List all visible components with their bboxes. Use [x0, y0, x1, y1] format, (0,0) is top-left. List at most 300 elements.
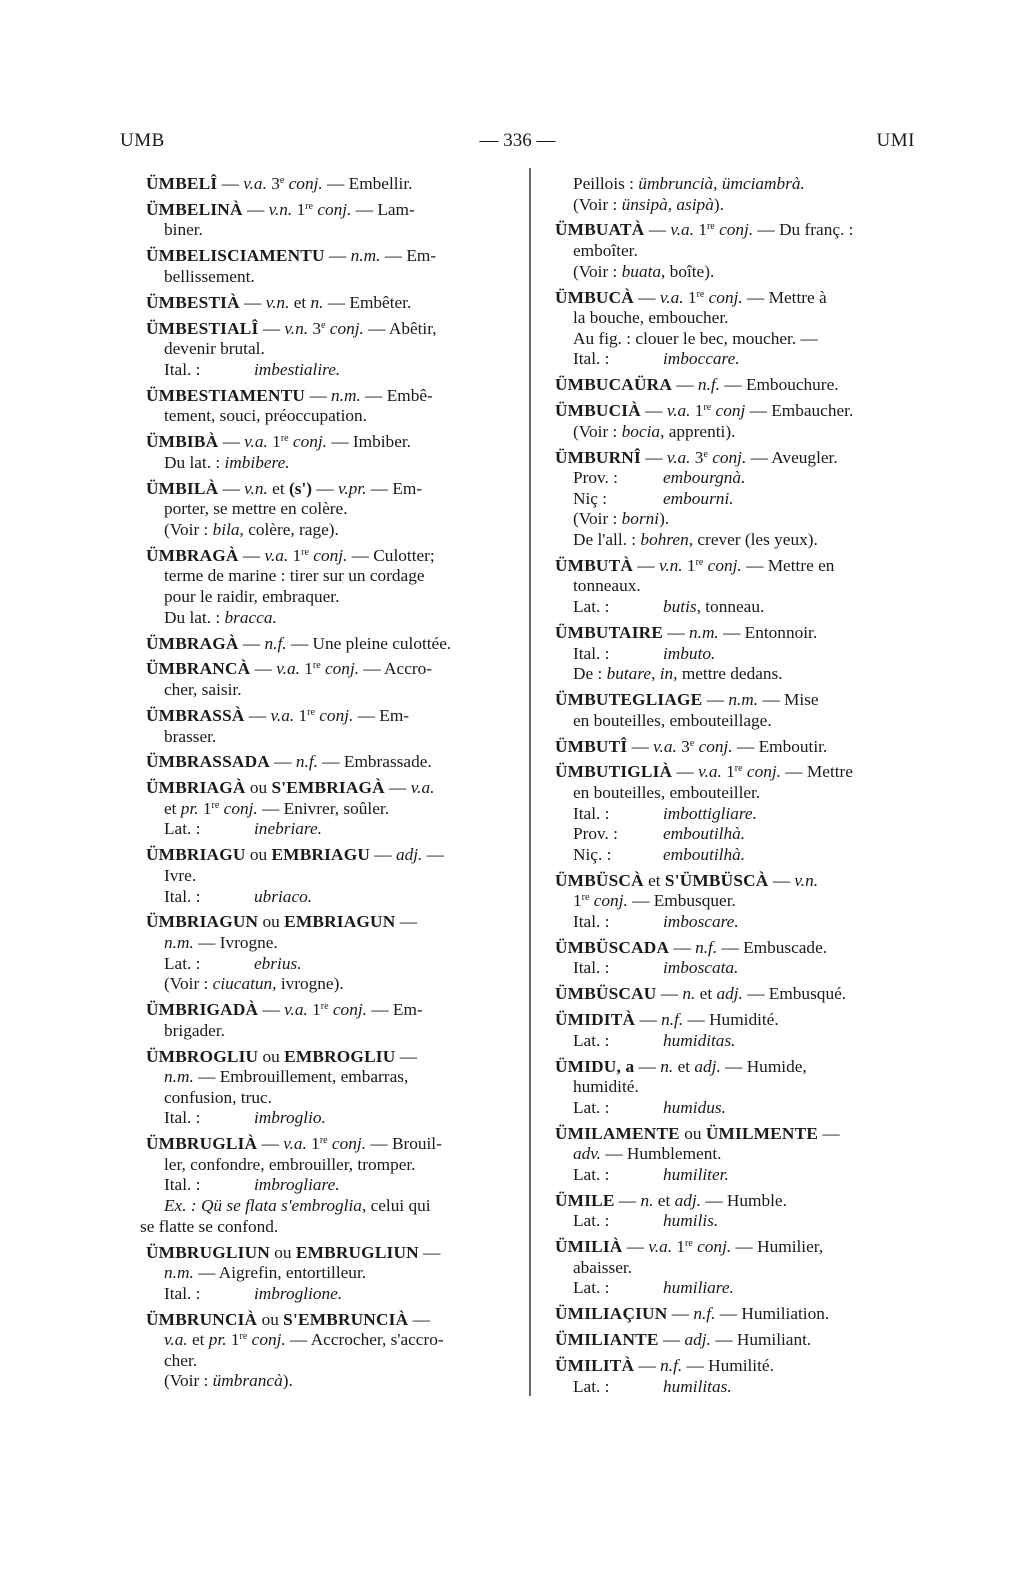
- definition: — Mise: [758, 690, 819, 710]
- dash: —: [408, 1309, 430, 1329]
- ordinal: re: [211, 799, 220, 811]
- headword: ÜMBELÎ: [146, 174, 218, 193]
- etymology: humiliter.: [663, 1164, 729, 1184]
- grammar: n.f.: [697, 375, 721, 395]
- dash: —: [239, 292, 266, 312]
- dash: —: [305, 385, 332, 405]
- headword: ÜMBUTÎ: [555, 736, 628, 756]
- definition: — Embusqué.: [742, 984, 847, 1004]
- dash: —: [324, 246, 351, 266]
- conjunction: et: [695, 984, 717, 1004]
- figurative-sense: Au fig. : clouer le bec, moucher. —: [573, 328, 818, 348]
- conj: conj.: [589, 891, 628, 911]
- definition: — Humble.: [701, 1190, 787, 1210]
- dash: —: [395, 912, 418, 932]
- dash: —: [250, 659, 277, 679]
- grammar: v.n.: [284, 318, 309, 338]
- grammar: v.a.: [276, 659, 300, 679]
- see-also-label: (Voir :: [573, 261, 622, 281]
- headword-variant: S'EMBRUNCIÀ: [283, 1309, 409, 1329]
- page-header: [120, 130, 915, 160]
- headword: ÜMBUTEGLIAGE: [555, 690, 703, 710]
- conj: conj.: [703, 555, 742, 575]
- definition-cont: emboîter.: [573, 241, 638, 261]
- headword-variant: ÜMILMENTE: [705, 1123, 819, 1143]
- grammar: v.a.: [698, 762, 722, 782]
- grammar: v.a.: [648, 1237, 673, 1257]
- see-also-label: (Voir :: [164, 974, 213, 994]
- dialect-label: Peillois :: [573, 174, 639, 193]
- dash: —: [384, 778, 411, 798]
- conj: conj.: [219, 798, 258, 818]
- grammar: n.f.: [264, 633, 287, 653]
- grammar: adj.: [694, 1056, 721, 1076]
- headword: ÜMBÜSCAU: [555, 984, 657, 1004]
- definition: — Mettre: [780, 762, 853, 782]
- dictionary-entry: [146, 1000, 513, 1041]
- grammar: v.n.: [265, 292, 290, 312]
- definition: — Embusquer.: [627, 891, 736, 911]
- dictionary-entry: [146, 912, 513, 994]
- conj-number: 3: [308, 318, 322, 338]
- etymology-label: Du lat. :: [164, 452, 225, 472]
- grammar: v.a.: [164, 1330, 188, 1350]
- ordinal: re: [734, 763, 743, 775]
- headword-variant: (s'): [288, 478, 313, 498]
- definition-cont: tement, souci, préoccupation.: [164, 406, 367, 426]
- dialect-form: emboutilhà.: [663, 844, 746, 864]
- dash: —: [768, 870, 795, 890]
- ordinal: re: [703, 402, 712, 414]
- etymology: imboscare.: [663, 911, 739, 931]
- conjunction: et: [267, 478, 289, 498]
- example: Ex. : Qü se flata s'embroglia: [164, 1196, 362, 1216]
- separator: ,: [651, 664, 660, 684]
- running-head-left: UMB: [120, 130, 165, 151]
- headword-variant: S'EMBRIAGÀ: [271, 778, 385, 798]
- ordinal: re: [696, 288, 705, 300]
- etymology: ebrius.: [254, 953, 302, 973]
- dialect-form: ümbruncià, ümciambrà.: [638, 174, 805, 193]
- ordinal: e: [321, 319, 326, 331]
- definition-cont: humidité.: [573, 1077, 639, 1097]
- etymology-label: Lat. :: [164, 953, 201, 973]
- grammar: v.a.: [284, 1000, 308, 1020]
- example-translation: , celui qui: [361, 1196, 431, 1216]
- dictionary-entry: [146, 778, 513, 840]
- dictionary-entry: [555, 1356, 915, 1397]
- headword: ÜMBUCAÜRA: [555, 375, 672, 395]
- etymology-label: Lat. :: [573, 1030, 610, 1050]
- dash: —: [370, 845, 396, 865]
- headword: ÜMBRIAGUN: [146, 912, 259, 932]
- etymology-label: Ital. :: [164, 1175, 201, 1195]
- grammar: adj.: [674, 1190, 701, 1210]
- conj-number: 1: [307, 1000, 321, 1020]
- etymology: inebriare.: [254, 819, 322, 839]
- see-also-text: , boîte).: [661, 261, 715, 281]
- conj-number: 1: [306, 1134, 320, 1154]
- etymology-label: Lat. :: [573, 597, 610, 617]
- definition: — Embellir.: [322, 174, 413, 193]
- right-column: [555, 174, 915, 1403]
- ordinal: re: [301, 546, 309, 558]
- etymology: ubriaco.: [254, 886, 313, 906]
- dash: —: [672, 762, 699, 782]
- etymology-label: Ital. :: [164, 359, 201, 379]
- see-also-ref: bocia: [621, 421, 661, 441]
- definition: — Embrouillement, embarras,: [193, 1067, 409, 1087]
- dictionary-entry: [146, 174, 513, 195]
- conj-number: 1: [672, 1237, 686, 1257]
- grammar: n.f.: [693, 1304, 716, 1324]
- grammar: v.a.: [244, 432, 268, 452]
- origin-label: De l'all. :: [573, 529, 641, 549]
- headword: ÜMBROGLIU: [146, 1046, 259, 1066]
- definition: — Brouil-: [366, 1134, 442, 1154]
- ordinal: re: [320, 1001, 329, 1013]
- ordinal: re: [307, 706, 315, 718]
- dictionary-entry: [146, 659, 513, 700]
- grammar: n.m.: [688, 622, 719, 642]
- definition-cont: confusion, truc.: [164, 1087, 272, 1107]
- headword: ÜMBESTIÀ: [146, 292, 240, 312]
- dictionary-entry: [555, 556, 915, 618]
- grammar: v.a.: [243, 174, 267, 193]
- dash: —: [818, 1123, 840, 1143]
- conjunction: ou: [245, 845, 272, 865]
- dash: —: [702, 690, 729, 710]
- conj: conj.: [714, 220, 754, 240]
- dash: —: [640, 401, 667, 421]
- etymology-label: Ital. :: [573, 958, 610, 978]
- see-also-label: (Voir :: [573, 194, 622, 214]
- dash: —: [633, 287, 660, 307]
- see-also-text: ).: [659, 509, 670, 529]
- headword: ÜMIDU, a: [555, 1056, 635, 1076]
- dialect-label: Prov. :: [573, 468, 618, 488]
- conj-number: 1: [198, 798, 212, 818]
- definition: — Mettre à: [742, 287, 827, 307]
- grammar: n.m.: [164, 1067, 194, 1087]
- headword: ÜMBESTIAMENTU: [146, 385, 306, 405]
- definition-cont: ler, confondre, embrouiller, tromper.: [164, 1154, 416, 1174]
- dash: —: [269, 752, 296, 772]
- grammar: n.m.: [164, 1263, 194, 1283]
- dictionary-entry: [555, 762, 915, 865]
- conj: conj.: [308, 545, 348, 565]
- conjunction: et: [289, 292, 311, 312]
- dialect-form: emboutilhà.: [663, 824, 746, 844]
- definition-cont: pour le raidir, embraquer.: [164, 587, 340, 607]
- definition: — Culotter;: [347, 545, 435, 565]
- dictionary-entry: [140, 1134, 513, 1237]
- dash: —: [644, 220, 671, 240]
- dictionary-entry: [146, 1310, 513, 1392]
- conj: conj.: [694, 736, 733, 756]
- conj: conj.: [284, 174, 323, 193]
- etymology: bracca.: [224, 607, 277, 627]
- dialect-label: Niç :: [573, 488, 608, 508]
- definition-cont: en bouteilles, embouteillage.: [573, 710, 772, 730]
- definition-cont: cher, saisir.: [164, 680, 242, 700]
- see-also-ref: ümbrancà: [212, 1371, 283, 1391]
- see-also-label: (Voir :: [573, 509, 622, 529]
- definition: — Em-: [366, 1000, 423, 1020]
- dictionary-entry: [555, 375, 915, 396]
- etymology: butis: [663, 597, 697, 617]
- grammar: v.n.: [794, 870, 819, 890]
- conj-number: 1: [299, 659, 313, 679]
- conj-number: 1: [294, 705, 308, 725]
- headword: ÜMILITÀ: [555, 1356, 635, 1376]
- dictionary-entry: [146, 386, 513, 427]
- dictionary-entry: [555, 288, 915, 370]
- definition: — Embrassade.: [317, 752, 432, 772]
- conjunction: et: [653, 1190, 675, 1210]
- conjunction: et: [187, 1330, 209, 1350]
- dash: —: [238, 633, 265, 653]
- dictionary-entry: [555, 401, 915, 442]
- dictionary-entry: [555, 737, 915, 758]
- grammar: v.a.: [283, 1134, 307, 1154]
- grammar: n.f.: [660, 1356, 683, 1376]
- see-also-text: ).: [282, 1371, 293, 1391]
- etymology-label: Ital. :: [573, 911, 610, 931]
- definition: — Aigrefin, entortilleur.: [193, 1263, 367, 1283]
- definition: — Embêter.: [323, 292, 412, 312]
- dictionary-entry: [555, 1304, 915, 1325]
- dictionary-entry: [555, 1057, 915, 1119]
- ordinal: e: [279, 175, 285, 186]
- ordinal: re: [695, 556, 704, 568]
- origin-gloss: , mettre dedans.: [673, 664, 783, 684]
- headword-variant: EMBRUGLIUN: [295, 1242, 419, 1262]
- etymology-label: Lat. :: [573, 1376, 610, 1396]
- headword: ÜMBESTIALÎ: [146, 318, 259, 338]
- definition: — Accrocher, s'accro-: [285, 1330, 444, 1350]
- dash: —: [634, 1056, 661, 1076]
- headword: ÜMBILÀ: [146, 478, 219, 498]
- headword: ÜMBELINÀ: [146, 199, 243, 219]
- dictionary-entry: [146, 319, 513, 381]
- dictionary-entry: [555, 448, 915, 551]
- dash: —: [614, 1190, 641, 1210]
- dash: —: [395, 1046, 418, 1066]
- dash: —: [672, 375, 698, 395]
- conj: conj.: [314, 705, 354, 725]
- conj: conj.: [320, 659, 360, 679]
- see-also-ref: ciucatun: [212, 974, 273, 994]
- etymology: imbrogliare.: [254, 1175, 340, 1195]
- dictionary-entry: [146, 1047, 513, 1129]
- dictionary-entry: [555, 938, 915, 979]
- conj-number: 1: [694, 220, 707, 240]
- grammar: n.: [682, 984, 696, 1004]
- headword: ÜMBUTÀ: [555, 555, 634, 575]
- dictionary-entry-continuation: [555, 174, 915, 215]
- definition: — Mettre en: [741, 555, 835, 575]
- conjunction: ou: [258, 1046, 285, 1066]
- headword: ÜMBÜSCÀ: [555, 870, 644, 890]
- grammar: v.a.: [264, 545, 289, 565]
- headword: ÜMBELISCIAMENTU: [146, 246, 325, 266]
- definition-cont: brasser.: [164, 726, 217, 746]
- definition-cont: tonneaux.: [573, 576, 641, 596]
- definition: — Humide,: [720, 1056, 807, 1076]
- headword: ÜMBRAGÀ: [146, 545, 239, 565]
- see-also-ref: ünsipà, asipà: [621, 194, 714, 214]
- headword: ÜMBÜSCADA: [555, 937, 670, 957]
- etymology: humidus.: [663, 1097, 726, 1117]
- headword: ÜMBURNÎ: [555, 447, 641, 467]
- definition: — Em-: [366, 478, 423, 498]
- etymology: imbuto.: [663, 643, 716, 663]
- origin-word: bohren: [640, 529, 689, 549]
- etymology-label: Lat. :: [573, 1278, 610, 1298]
- etymology: imboccare.: [663, 349, 740, 369]
- left-column: [140, 174, 513, 1397]
- grammar: n.: [660, 1056, 674, 1076]
- etymology: imbottigliare.: [663, 803, 757, 823]
- headword-variant: EMBRIAGUN: [284, 912, 396, 932]
- headword: ÜMBUCÀ: [555, 287, 634, 307]
- ordinal: re: [312, 660, 321, 672]
- definition: — Du franç. :: [753, 220, 854, 240]
- page-number: — 336 —: [479, 130, 556, 151]
- grammar: v.a.: [653, 736, 677, 756]
- see-also-text: , colère, rage).: [239, 519, 339, 539]
- dash: —: [635, 1010, 662, 1030]
- conj: conj.: [288, 432, 327, 452]
- definition-cont: terme de marine : tirer sur un cordage: [164, 566, 425, 586]
- conj-number: 1: [682, 555, 696, 575]
- dictionary-entry: [555, 1237, 915, 1299]
- grammar: v.a.: [410, 778, 435, 798]
- dialect-label: Prov. :: [573, 824, 618, 844]
- dash: —: [218, 478, 245, 498]
- dictionary-entry: [146, 479, 513, 541]
- column-divider: [529, 168, 531, 1396]
- etymology-label: Du lat. :: [164, 607, 225, 627]
- etymology-label: Ital. :: [573, 349, 610, 369]
- dash: —: [669, 937, 696, 957]
- definition: — Embouchure.: [720, 375, 839, 395]
- etymology-label: Ital. :: [164, 1283, 201, 1303]
- grammar: v.a.: [666, 401, 691, 421]
- headword: ÜMILAMENTE: [555, 1123, 680, 1143]
- dash: —: [244, 705, 271, 725]
- definition: — Abêtir,: [363, 318, 437, 338]
- grammar: n.m.: [164, 933, 194, 953]
- definition: — Enivrer, soûler.: [257, 798, 390, 818]
- dictionary-entry: [555, 984, 915, 1005]
- headword: ÜMBUTIGLIÀ: [555, 762, 673, 782]
- grammar: pr.: [208, 1330, 227, 1350]
- definition-cont: bellissement.: [164, 266, 255, 286]
- headword: ÜMIDITÀ: [555, 1010, 636, 1030]
- definition-cont: la bouche, emboucher.: [573, 308, 729, 328]
- grammar: v.pr.: [337, 478, 367, 498]
- etymology: humiliare.: [663, 1278, 734, 1298]
- headword-variant: S'ÜMBÜSCÀ: [664, 870, 769, 890]
- conjunction: ou: [269, 1242, 296, 1262]
- headword-variant: EMBROGLIU: [284, 1046, 396, 1066]
- dictionary-entry: [555, 690, 915, 731]
- grammar: v.n.: [268, 199, 293, 219]
- dictionary-entry: [146, 1243, 513, 1305]
- grammar: pr.: [180, 798, 199, 818]
- definition-cont: devenir brutal.: [164, 339, 265, 359]
- headword: ÜMBRUNCIÀ: [146, 1309, 258, 1329]
- dash: —: [258, 318, 285, 338]
- dictionary-entry: [555, 220, 915, 282]
- grammar: adj.: [684, 1330, 711, 1350]
- grammar: v.a.: [659, 287, 684, 307]
- conj: conj.: [742, 762, 781, 782]
- definition: — Lam-: [351, 199, 415, 219]
- dash: —: [634, 1356, 661, 1376]
- example-translation-cont: se flatte se confond.: [140, 1216, 279, 1236]
- see-also-text: , ivrogne).: [272, 974, 344, 994]
- conj-number: 1: [690, 401, 704, 421]
- dialect-label: Niç. :: [573, 844, 612, 864]
- dash: —: [312, 478, 338, 498]
- conj: conj.: [707, 447, 747, 467]
- definition: — Em-: [380, 246, 437, 266]
- conj: conj: [711, 401, 746, 421]
- grammar: v.a.: [270, 705, 295, 725]
- etymology-label: Ital. :: [573, 643, 610, 663]
- definition: — Une pleine culottée.: [286, 633, 452, 653]
- dash: —: [633, 555, 659, 575]
- definition-cont: brigader.: [164, 1020, 225, 1040]
- conjunction: ou: [679, 1123, 706, 1143]
- headword: ÜMBRIGADÀ: [146, 1000, 259, 1020]
- ordinal: re: [319, 1135, 328, 1147]
- etymology-label: Ital. :: [164, 1108, 201, 1128]
- see-also-label: (Voir :: [573, 421, 622, 441]
- see-also-ref: borni: [621, 509, 660, 529]
- grammar: v.n.: [658, 555, 683, 575]
- dash: —: [622, 1237, 649, 1257]
- definition: — Aveugler.: [746, 447, 838, 467]
- dictionary-entry: [555, 1124, 915, 1186]
- definition: — Entonnoir.: [718, 622, 818, 642]
- conj: conj.: [247, 1330, 286, 1350]
- ordinal: re: [706, 221, 715, 233]
- see-also-text: , apprenti).: [660, 421, 736, 441]
- etymology-label: Lat. :: [573, 1164, 610, 1184]
- dash: —: [422, 845, 444, 865]
- grammar: n.: [310, 292, 324, 312]
- conj-number: 1: [721, 762, 735, 782]
- dictionary-entry: [146, 546, 513, 628]
- grammar: n.m.: [331, 385, 361, 405]
- origin-word: in: [659, 664, 674, 684]
- etymology: imbestialire.: [254, 359, 341, 379]
- etymology-gloss: , tonneau.: [696, 597, 765, 617]
- headword: ÜMILE: [555, 1190, 615, 1210]
- definition: — Humblement.: [601, 1144, 722, 1164]
- ordinal: e: [689, 737, 695, 749]
- conjunction: et: [164, 798, 181, 818]
- definition: — Humilier,: [731, 1237, 824, 1257]
- etymology-label: Lat. :: [164, 819, 201, 839]
- headword: ÜMBRANCÀ: [146, 659, 251, 679]
- definition: — Humidité.: [683, 1010, 779, 1030]
- definition: — Embê-: [360, 385, 433, 405]
